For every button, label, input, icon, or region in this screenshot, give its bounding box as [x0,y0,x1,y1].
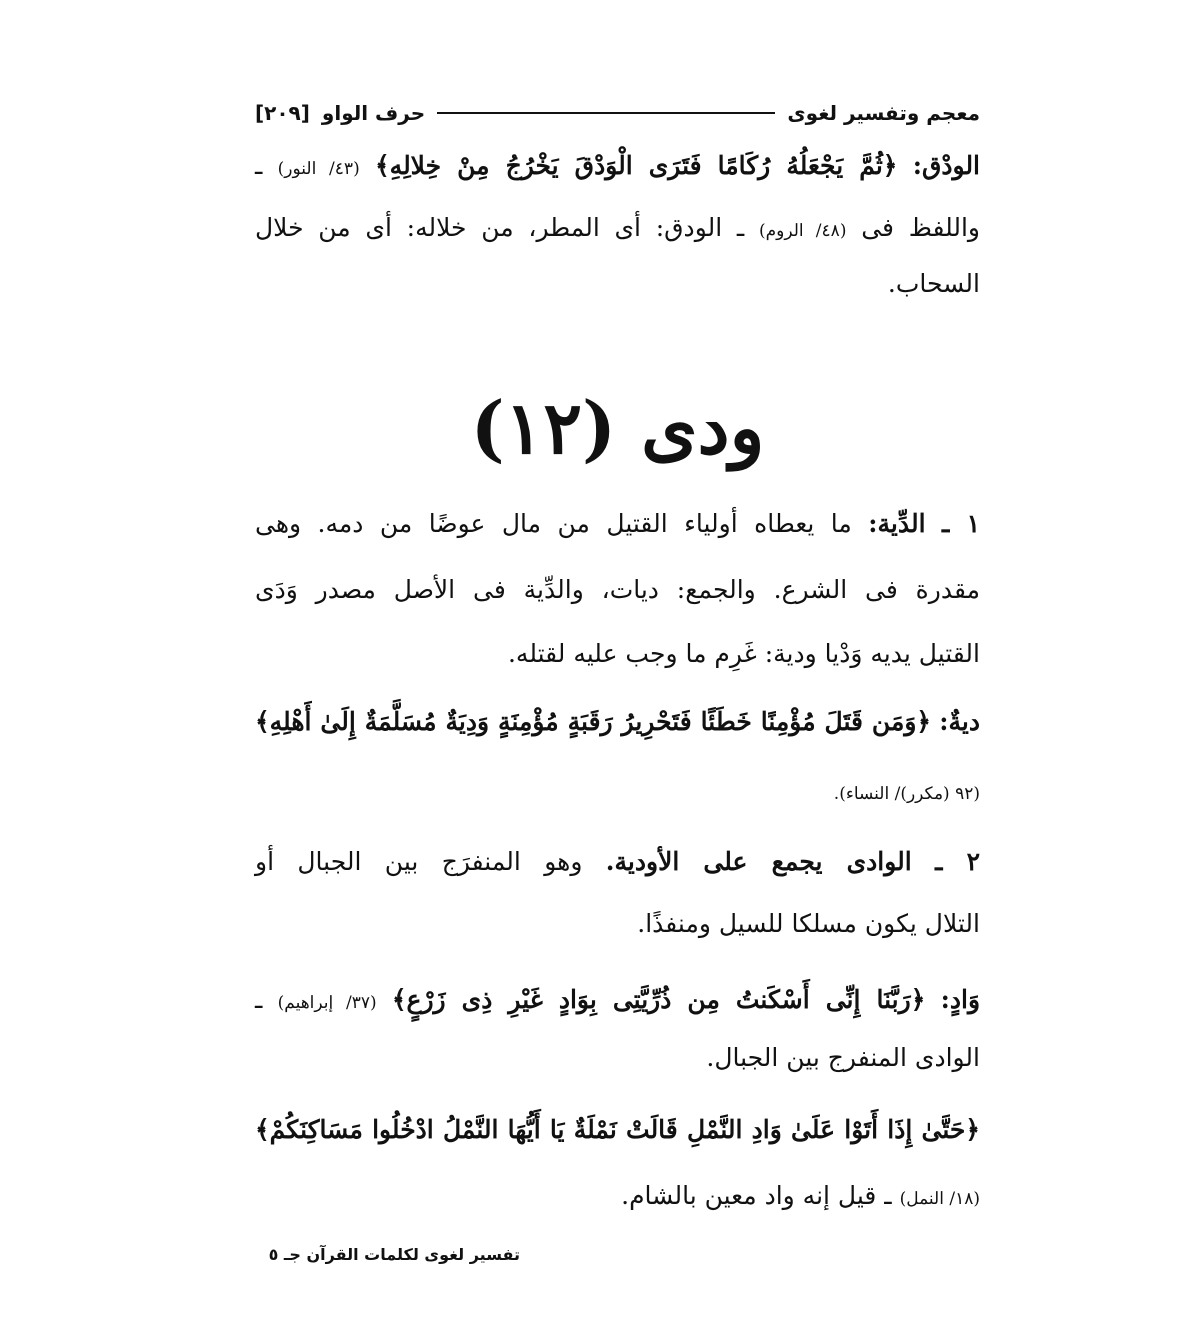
item2-verse: ﴿رَبَّنَا إِنِّى أَسْكَنتُ مِن ذُرِّيَّتِى بِوَادٍ غَيْرِ ذِى زَرْعٍ﴾ [391,985,926,1014]
item2-ref: (٣٧/ إبراهيم) [277,993,377,1013]
item1-verse: ﴿وَمَن قَتَلَ مُؤْمِنًا خَطَئًا فَتَحْرِيرُ رَقَبَةٍ مُؤْمِنَةٍ وَدِيَةٌ مُسَلَّمَةٌ إِلَىٰ أَهْلِهِ﴾ [255,707,932,736]
wadq-verse: ﴿ثُمَّ يَجْعَلُهُ رُكَامًا فَتَرَى الْوَدْقَ يَخْرُجُ مِنْ خِلالِهِ﴾ [375,151,898,180]
item2-line4: الوادى المنفرج بين الجبال. [706,1043,980,1072]
item2-line6-rest: ـ قيل إنه واد معين بالشام. [621,1181,892,1210]
wadq-line-1 [255,146,980,189]
wadq-line2-a: واللفظ فى [861,213,980,242]
header-section-group [255,101,425,125]
item2-line-1 [255,842,980,882]
wadq-dash: ـ [255,151,263,180]
item2-verse-line [255,980,980,1023]
wadq-ref: (٤٣/ النور) [277,159,360,179]
item1-example-word: ديةٌ: [939,707,980,736]
item2-term: الوادى يجمع على الأودية. [605,847,912,876]
wadq-line2-b: ـ الودق: أى المطر، من خلاله: أى من خلال [255,213,745,242]
item2-line-6 [255,1176,980,1219]
wadq-line-2 [255,208,980,251]
item1-line-1 [255,504,980,544]
item2-ref2: (١٨/ النمل) [899,1189,980,1209]
item1-line-3 [255,634,980,674]
item2-line-2 [255,904,980,944]
item1-number: ١ ـ [942,509,981,538]
item2-example-word: وَادٍ: [940,985,981,1014]
section-name: حرف الواو [321,101,426,125]
item2-verse2: ﴿حَتَّىٰ إِذَا أَتَوْا عَلَىٰ وَادِ النَّمْلِ قَالَتْ نَمْلَةٌ يَا أَيُّهَا النَّمْلُ ادْخُلُوا مَسَاكِنَكُمْ﴾ [255,1115,980,1144]
book-title: معجم وتفسير لغوى [787,101,980,125]
page-footer: تفسير لغوى لكلمات القرآن جـ ٥ [268,1245,520,1264]
wadq-ref2: (٤٨/ الروم) [758,221,847,241]
item2-number: ٢ ـ [935,847,980,876]
wadq-headword: الودْق: [912,151,981,180]
wadq-line-3 [255,264,980,304]
item2-dash: ـ [255,985,263,1014]
item1-ref-line [255,774,980,814]
item1-term: الدِّية: [868,509,926,538]
item1-line3: القتيل يديه وَدْيا ودية: غَرِم ما وجب عليه لقتله. [507,639,980,668]
wadq-line3: السحاب. [887,269,980,298]
item1-line1-rest: ما يعطاه أولياء القتيل من مال عوضًا من دمه. وهى [255,509,852,538]
item2-verse2-line [255,1110,980,1150]
item1-line2: مقدرة فى الشرع. والجمع: ديات، والدِّية فى الأصل مصدر وَدَى [255,575,980,604]
item2-line-4 [255,1038,980,1078]
root-heading: ودى (١٢) [470,385,765,470]
item2-line2: التلال يكون مسلكا للسيل ومنفذًا. [637,909,980,938]
page-number: [٢٠٩] [255,101,310,125]
item1-line-2 [255,570,980,610]
item1-verse-line [255,702,980,742]
item2-line1-rest: وهو المنفرَج بين الجبال أو [255,847,583,876]
item1-ref: (٩٢ (مكرر)/ النساء). [833,784,980,804]
running-header [255,96,980,130]
header-rule [437,112,775,114]
